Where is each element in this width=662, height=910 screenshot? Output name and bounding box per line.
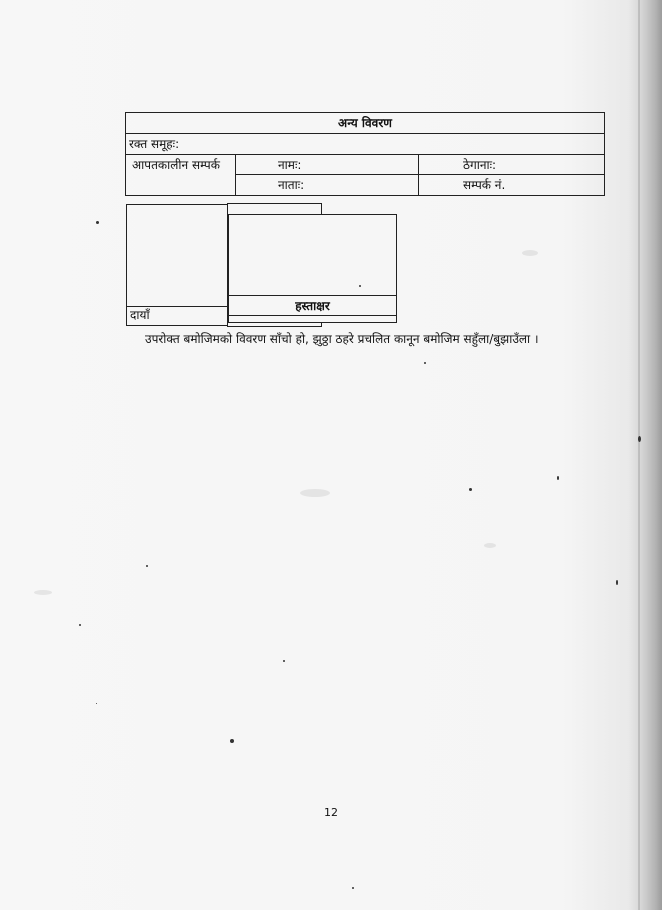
- scan-speck: [146, 565, 148, 567]
- scan-speck: [469, 488, 472, 491]
- other-details-table: [125, 112, 605, 196]
- blood-group-field: [126, 134, 604, 155]
- scan-edge-shadow: [628, 0, 662, 910]
- right-thumbprint-box: [126, 204, 228, 326]
- signature-box: [228, 214, 397, 323]
- signature-label: हस्ताक्षर: [229, 295, 396, 316]
- blood-group-label: रक्त समूहः:: [129, 137, 180, 151]
- contact-name-field: नामः:: [236, 155, 419, 175]
- scan-smudge: [300, 489, 330, 497]
- scan-speck: [352, 887, 354, 889]
- scan-speck: [79, 624, 81, 626]
- emergency-contact-fields: [236, 155, 604, 195]
- scan-speck: [283, 660, 285, 662]
- scan-speck: [424, 362, 426, 364]
- scan-speck: [96, 221, 99, 224]
- right-thumb-label: दायाँ: [130, 308, 150, 322]
- signature-bottom-strip: [229, 315, 396, 322]
- scan-edge-line: [638, 0, 640, 910]
- page-number: 12: [324, 806, 338, 819]
- scan-speck: [359, 285, 361, 287]
- contact-relation-field: नाताः:: [236, 175, 419, 195]
- emergency-contact-row: [126, 155, 604, 195]
- emergency-contact-label: आपतकालीन सम्पर्क: [126, 155, 236, 195]
- other-details-title: अन्य विवरण: [126, 113, 604, 134]
- scan-speck: [230, 739, 234, 743]
- scan-speck: [557, 476, 559, 480]
- contact-number-field: सम्पर्क नं.: [463, 178, 506, 192]
- scan-speck: [638, 436, 641, 442]
- scan-speck: [616, 580, 618, 585]
- contact-address-field: ठेगानाः:: [419, 155, 604, 175]
- declaration-text: उपरोक्त बमोजिमको विवरण साँचो हो, झुठ्ठा ठहरे प्रचलित कानून बमोजिम सहुँला/बुझाउँला ।: [145, 332, 539, 346]
- scan-smudge: [484, 543, 496, 548]
- scan-smudge: [34, 590, 52, 595]
- scan-smudge: [522, 250, 538, 256]
- scan-speck: [96, 703, 97, 704]
